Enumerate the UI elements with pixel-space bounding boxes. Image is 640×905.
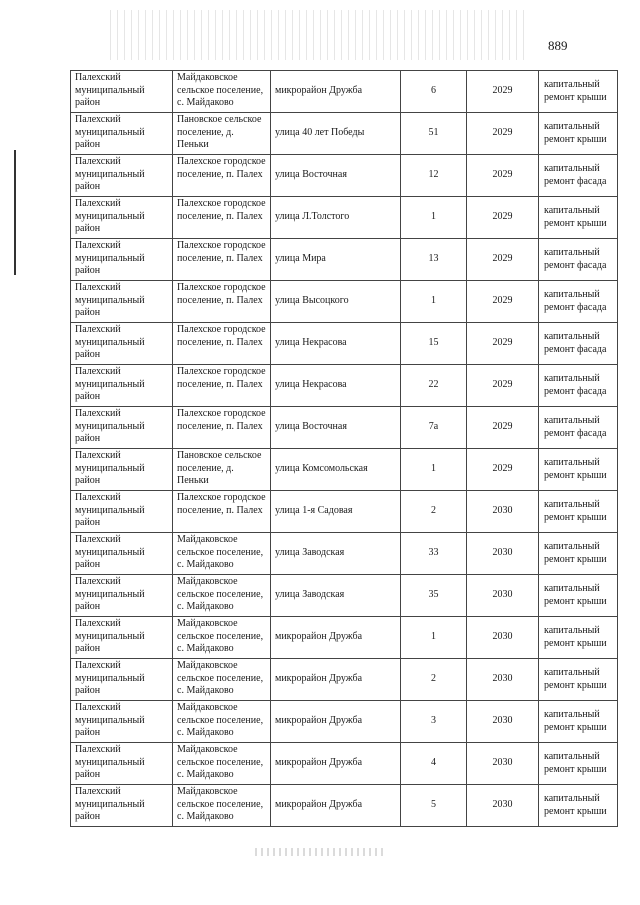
year-cell: 2029	[467, 155, 539, 197]
street-cell: улица 40 лет Победы	[271, 113, 401, 155]
settlement-cell: Майдаковское сельское поселение, с. Майдаково	[173, 533, 271, 575]
settlement-cell: Майдаковское сельское поселение, с. Майдаково	[173, 743, 271, 785]
district-cell: Палехский муниципальный район	[71, 365, 173, 407]
settlement-cell: Майдаковское сельское поселение, с. Майдаково	[173, 701, 271, 743]
work-type-cell: капитальный ремонт крыши	[539, 575, 618, 617]
settlement-cell: Пановское сельское поселение, д. Пеньки	[173, 449, 271, 491]
table-row	[71, 365, 618, 407]
house-number-cell: 1	[401, 617, 467, 659]
district-cell: Палехский муниципальный район	[71, 239, 173, 281]
settlement-cell: Палехское городское поселение, п. Палех	[173, 407, 271, 449]
year-cell: 2030	[467, 617, 539, 659]
street-cell: улица Восточная	[271, 407, 401, 449]
district-cell: Палехский муниципальный район	[71, 71, 173, 113]
house-number-cell: 1	[401, 449, 467, 491]
work-type-cell: капитальный ремонт крыши	[539, 113, 618, 155]
year-cell: 2029	[467, 113, 539, 155]
work-type-cell: капитальный ремонт крыши	[539, 659, 618, 701]
table-body	[71, 71, 618, 827]
work-type-cell: капитальный ремонт фасада	[539, 239, 618, 281]
table-row	[71, 281, 618, 323]
table-row	[71, 743, 618, 785]
district-cell: Палехский муниципальный район	[71, 197, 173, 239]
table-row	[71, 785, 618, 827]
year-cell: 2030	[467, 659, 539, 701]
house-number-cell: 51	[401, 113, 467, 155]
scan-artifact	[255, 848, 385, 856]
scan-artifact	[110, 10, 530, 60]
district-cell: Палехский муниципальный район	[71, 491, 173, 533]
work-type-cell: капитальный ремонт крыши	[539, 71, 618, 113]
table-row	[71, 701, 618, 743]
district-cell: Палехский муниципальный район	[71, 743, 173, 785]
year-cell: 2029	[467, 323, 539, 365]
street-cell: микрорайон Дружба	[271, 659, 401, 701]
district-cell: Палехский муниципальный район	[71, 617, 173, 659]
table-row	[71, 659, 618, 701]
work-type-cell: капитальный ремонт фасада	[539, 365, 618, 407]
year-cell: 2029	[467, 281, 539, 323]
work-type-cell: капитальный ремонт крыши	[539, 449, 618, 491]
settlement-cell: Палехское городское поселение, п. Палех	[173, 365, 271, 407]
work-type-cell: капитальный ремонт фасада	[539, 323, 618, 365]
district-cell: Палехский муниципальный район	[71, 407, 173, 449]
settlement-cell: Майдаковское сельское поселение, с. Майдаково	[173, 71, 271, 113]
settlement-cell: Пановское сельское поселение, д. Пеньки	[173, 113, 271, 155]
settlement-cell: Палехское городское поселение, п. Палех	[173, 323, 271, 365]
work-type-cell: капитальный ремонт крыши	[539, 533, 618, 575]
street-cell: микрорайон Дружба	[271, 701, 401, 743]
work-type-cell: капитальный ремонт крыши	[539, 491, 618, 533]
settlement-cell: Палехское городское поселение, п. Палех	[173, 491, 271, 533]
table-row	[71, 449, 618, 491]
page-number: 889	[548, 38, 568, 53]
settlement-cell: Палехское городское поселение, п. Палех	[173, 281, 271, 323]
district-cell: Палехский муниципальный район	[71, 533, 173, 575]
work-type-cell: капитальный ремонт фасада	[539, 155, 618, 197]
table-row	[71, 239, 618, 281]
year-cell: 2029	[467, 239, 539, 281]
year-cell: 2029	[467, 71, 539, 113]
year-cell: 2029	[467, 407, 539, 449]
year-cell: 2030	[467, 785, 539, 827]
table-row	[71, 71, 618, 113]
settlement-cell: Майдаковское сельское поселение, с. Майдаково	[173, 575, 271, 617]
work-type-cell: капитальный ремонт крыши	[539, 617, 618, 659]
house-number-cell: 13	[401, 239, 467, 281]
work-type-cell: капитальный ремонт фасада	[539, 281, 618, 323]
scan-margin-line	[14, 150, 16, 275]
street-cell: улица Некрасова	[271, 365, 401, 407]
housing-repair-table	[70, 70, 618, 827]
work-type-cell: капитальный ремонт крыши	[539, 197, 618, 239]
house-number-cell: 2	[401, 491, 467, 533]
work-type-cell: капитальный ремонт крыши	[539, 701, 618, 743]
street-cell: улица Высоцкого	[271, 281, 401, 323]
year-cell: 2030	[467, 575, 539, 617]
year-cell: 2029	[467, 365, 539, 407]
house-number-cell: 3	[401, 701, 467, 743]
house-number-cell: 5	[401, 785, 467, 827]
year-cell: 2029	[467, 449, 539, 491]
table-row	[71, 407, 618, 449]
settlement-cell: Майдаковское сельское поселение, с. Майдаково	[173, 659, 271, 701]
table-row	[71, 155, 618, 197]
table-row	[71, 491, 618, 533]
house-number-cell: 12	[401, 155, 467, 197]
settlement-cell: Майдаковское сельское поселение, с. Майдаково	[173, 785, 271, 827]
street-cell: микрорайон Дружба	[271, 743, 401, 785]
house-number-cell: 7а	[401, 407, 467, 449]
settlement-cell: Майдаковское сельское поселение, с. Майдаково	[173, 617, 271, 659]
street-cell: улица Заводская	[271, 575, 401, 617]
street-cell: микрорайон Дружба	[271, 71, 401, 113]
district-cell: Палехский муниципальный район	[71, 701, 173, 743]
year-cell: 2030	[467, 701, 539, 743]
work-type-cell: капитальный ремонт фасада	[539, 407, 618, 449]
street-cell: улица 1-я Садовая	[271, 491, 401, 533]
district-cell: Палехский муниципальный район	[71, 113, 173, 155]
street-cell: улица Некрасова	[271, 323, 401, 365]
district-cell: Палехский муниципальный район	[71, 323, 173, 365]
table-row	[71, 197, 618, 239]
house-number-cell: 33	[401, 533, 467, 575]
house-number-cell: 1	[401, 281, 467, 323]
year-cell: 2030	[467, 533, 539, 575]
table-row	[71, 323, 618, 365]
table-row	[71, 533, 618, 575]
year-cell: 2029	[467, 197, 539, 239]
house-number-cell: 35	[401, 575, 467, 617]
street-cell: микрорайон Дружба	[271, 617, 401, 659]
table-row	[71, 617, 618, 659]
house-number-cell: 22	[401, 365, 467, 407]
house-number-cell: 15	[401, 323, 467, 365]
year-cell: 2030	[467, 743, 539, 785]
table-row	[71, 575, 618, 617]
street-cell: улица Л.Толстого	[271, 197, 401, 239]
district-cell: Палехский муниципальный район	[71, 659, 173, 701]
district-cell: Палехский муниципальный район	[71, 449, 173, 491]
work-type-cell: капитальный ремонт крыши	[539, 785, 618, 827]
house-number-cell: 1	[401, 197, 467, 239]
work-type-cell: капитальный ремонт крыши	[539, 743, 618, 785]
street-cell: улица Заводская	[271, 533, 401, 575]
settlement-cell: Палехское городское поселение, п. Палех	[173, 155, 271, 197]
year-cell: 2030	[467, 491, 539, 533]
district-cell: Палехский муниципальный район	[71, 155, 173, 197]
settlement-cell: Палехское городское поселение, п. Палех	[173, 197, 271, 239]
street-cell: улица Мира	[271, 239, 401, 281]
district-cell: Палехский муниципальный район	[71, 575, 173, 617]
house-number-cell: 2	[401, 659, 467, 701]
settlement-cell: Палехское городское поселение, п. Палех	[173, 239, 271, 281]
house-number-cell: 4	[401, 743, 467, 785]
table-row	[71, 113, 618, 155]
district-cell: Палехский муниципальный район	[71, 281, 173, 323]
street-cell: улица Комсомольская	[271, 449, 401, 491]
street-cell: улица Восточная	[271, 155, 401, 197]
house-number-cell: 6	[401, 71, 467, 113]
district-cell: Палехский муниципальный район	[71, 785, 173, 827]
street-cell: микрорайон Дружба	[271, 785, 401, 827]
